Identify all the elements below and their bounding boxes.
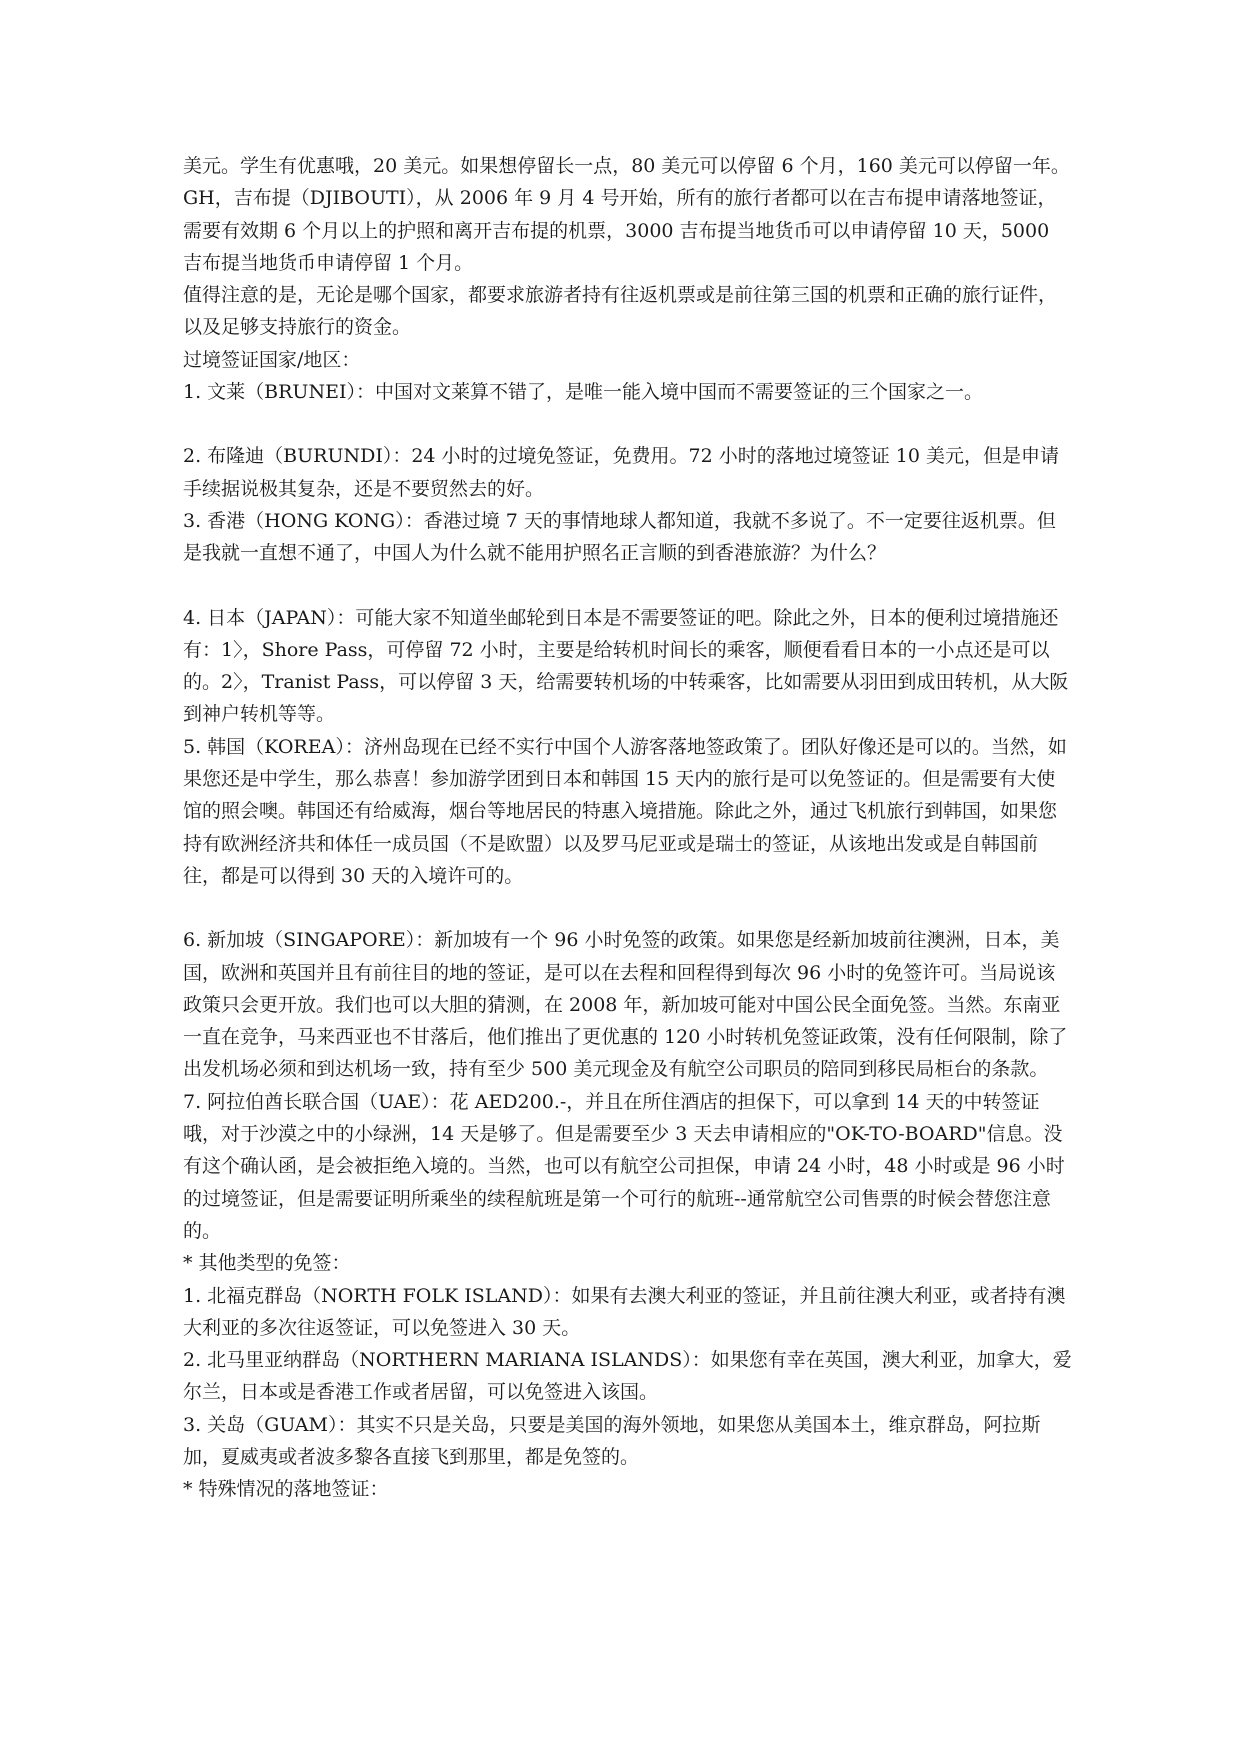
section-heading-special-landing-visa: * 特殊情况的落地签证： (183, 1478, 389, 1501)
blank-line (183, 892, 1073, 924)
blank-line (183, 570, 1073, 602)
paragraph-djibouti: GH，吉布提（DJIBOUTI），从 2006 年 9 月 4 号开始，所有的旅行者都可以在吉布提申请落地签证，需要有效期 6 个月以上的护照和离开吉布提的机票，3000 吉布提当地货币可以申请停留 10 天，5000 吉布提当地货币申请停留 1 个月。 (183, 187, 1057, 274)
document-body (183, 150, 1073, 1506)
section-heading-transit-visa: 过境签证国家/地区： (183, 348, 361, 371)
list-item-northern-mariana: 2. 北马里亚纳群岛（NORTHERN MARIANA ISLANDS）：如果您有幸在英国，澳大利亚，加拿大，爱尔兰，日本或是香港工作或者居留，可以免签进入该国。 (183, 1349, 1072, 1404)
paragraph-note: 值得注意的是，无论是哪个国家，都要求旅游者持有往返机票或是前往第三国的机票和正确的旅行证件，以及足够支持旅行的资金。 (183, 284, 1058, 339)
list-item-uae: 7. 阿拉伯酋长联合国（UAE）：花 AED200.-，并且在所住酒店的担保下，可以拿到 14 天的中转签证哦，对于沙漠之中的小绿洲，14 天是够了。但是需要至少 3 天去申请相应的"OK-TO-BOARD"信息。没有这个确认函，是会被拒绝入境的。当然，也可以有航空公司担保，申请 24 小时，48 小时或是 96 小时的过境签证，但是需要证明所乘坐的续程航班是第一个可行的航班--通常航空公司售票的时候会替您注意的。 (183, 1090, 1065, 1242)
paragraph-mongolia-fee-continued: 美元。学生有优惠哦，20 美元。如果想停留长一点，80 美元可以停留 6 个月，160 美元可以停留一年。 (183, 155, 1070, 177)
list-item-brunei: 1. 文莱（BRUNEI）：中国对文莱算不错了，是唯一能入境中国而不需要签证的三个国家之一。 (183, 381, 983, 404)
list-item-guam: 3. 关岛（GUAM）：其实不只是关岛，只要是美国的海外领地，如果您从美国本土，维京群岛，阿拉斯加，夏威夷或者波多黎各直接飞到那里，都是免签的。 (183, 1413, 1041, 1468)
list-item-korea: 5. 韩国（KOREA）：济州岛现在已经不实行中国个人游客落地签政策了。团队好像还是可以的。当然，如果您还是中学生，那么恭喜！参加游学团到日本和韩国 15 天内的旅行是可以免签证的。但是需要有大使馆的照会噢。韩国还有给威海，烟台等地居民的特惠入境措施。除此之外，通过飞机旅行到韩国，如果您持有欧洲经济共和体任一成员国（不是欧盟）以及罗马尼亚或是瑞士的签证，从该地出发或是自韩国前往，都是可以得到 30 天的入境许可的。 (183, 735, 1067, 887)
list-item-norfolk-island: 1. 北福克群岛（NORTH FOLK ISLAND）：如果有去澳大利亚的签证，并且前往澳大利亚，或者持有澳大利亚的多次往返签证，可以免签进入 30 天。 (183, 1284, 1066, 1339)
blank-line (183, 408, 1073, 440)
list-item-hong-kong: 3. 香港（HONG KONG）：香港过境 7 天的事情地球人都知道，我就不多说了。不一定要往返机票。但是我就一直想不通了，中国人为什么就不能用护照名正言顺的到香港旅游？为什么？ (183, 509, 1056, 565)
section-heading-other-visa-free: * 其他类型的免签： (183, 1252, 351, 1275)
list-item-burundi: 2. 布隆迪（BURUNDI）：24 小时的过境免签证，免费用。72 小时的落地过境签证 10 美元，但是申请手续据说极其复杂，还是不要贸然去的好。 (183, 445, 1060, 500)
list-item-japan: 4. 日本（JAPAN）：可能大家不知道坐邮轮到日本是不需要签证的吧。除此之外，日本的便利过境措施还有：1〉，Shore Pass，可停留 72 小时，主要是给转机时间长的乘客，顺便看看日本的一小点还是可以的。2〉，Tranist Pass，可以停留 3 天，给需要转机场的中转乘客，比如需要从羽田到成田转机，从大阪到神户转机等等。 (183, 606, 1069, 726)
list-item-singapore: 6. 新加坡（SINGAPORE）：新加坡有一个 96 小时免签的政策。如果您是经新加坡前往澳洲，日本，美国，欧洲和英国并且有前往目的地的签证，是可以在去程和回程得到每次 96 小时的免签许可。当局说该政策只会更开放。我们也可以大胆的猜测，在 2008 年，新加坡可能对中国公民全面免签。当然。东南亚一直在竞争，马来西亚也不甘落后，他们推出了更优惠的 120 小时转机免签证政策，没有任何限制，除了出发机场必须和到达机场一致，持有至少 500 美元现金及有航空公司职员的陪同到移民局柜台的条款。 (183, 929, 1068, 1081)
